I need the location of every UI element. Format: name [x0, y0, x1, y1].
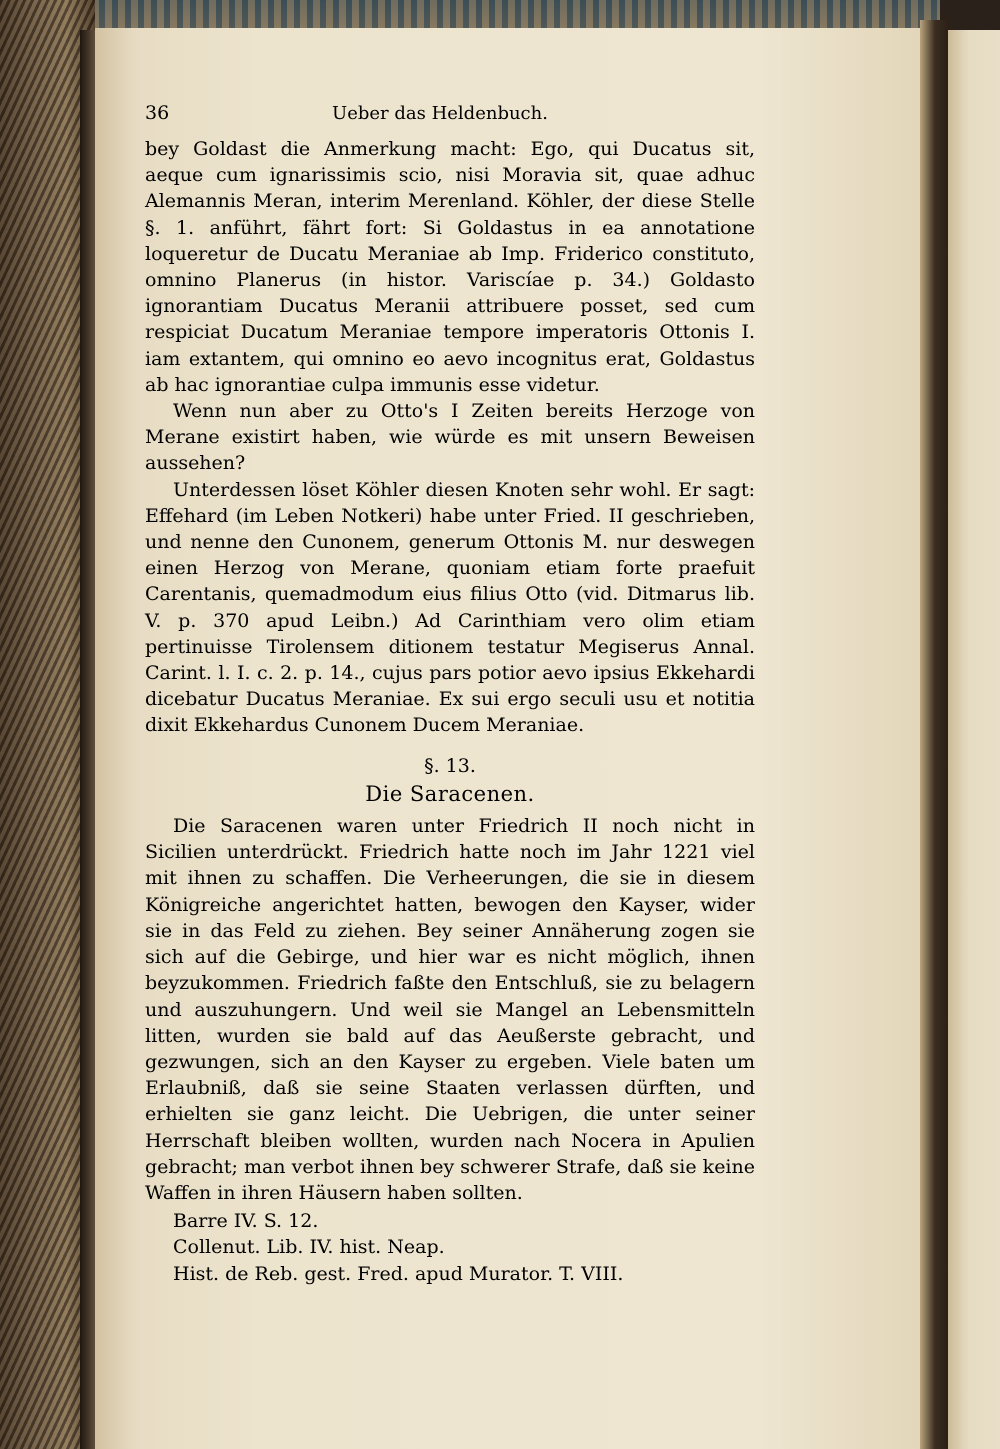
section-number: §. 13. — [424, 754, 476, 777]
page-header — [145, 100, 755, 130]
paragraph-saracens: Die Saracenen waren unter Friedrich II noch nicht in Sicilien unterdrückt. Friedrich hatte noch im Jahr 1221 viel mit ihnen zu schaffen. Die Verheerungen, die sie in diesem Königreiche angerichtet hatten, bewogen den Kayser, wider sie in das Feld zu ziehen. Bey seiner Annäherung zogen sie sich auf die Gebirge, und hier war es nicht möglich, ihnen beyzukommen. Friedrich faßte den Entschluß, sie zu belagern und auszuhungern. Und weil sie Mangel an Lebensmitteln litten, wurden sie bald auf das Aeußerste gebracht, und gezwungen, sich an den Kayser zu ergeben. Viele baten um Erlaubniß, daß sie seine Staaten verlassen dürften, und erhielten sie ganz leicht. Die Uebrigen, die unter seiner Herrschaft bleiben wollten, wurden nach Nocera in Apulien gebracht; man verbot ihnen bey schwerer Strafe, daß sie keine Waffen in ihren Häusern haben sollten. — [145, 815, 755, 1204]
paragraph-otto-question: Wenn nun aber zu Otto's I Zeiten bereits Herzoge von Merane existirt haben, wie würde es mit unsern Beweisen aussehen? — [145, 400, 755, 475]
reference-item: Collenut. Lib. IV. hist. Neap. — [173, 1236, 445, 1259]
reference-item: Barre IV. S. 12. — [173, 1210, 319, 1233]
reference-item: Hist. de Reb. gest. Fred. apud Murator. T. VIII. — [173, 1262, 624, 1285]
running-head: Ueber das Heldenbuch. — [332, 103, 548, 124]
reference-list — [173, 1208, 755, 1287]
section-title: Die Saracenen. — [365, 781, 535, 806]
paragraph-koehler: Unterdessen löset Köhler diesen Knoten sehr wohl. Er sagt: Effehard (im Leben Notkeri) habe unter Fried. II geschrieben, und nenne den Cunonem, generum Ottonis M. nur deswegen einen Herzog von Merane, quoniam etiam forte praefuit Carentanis, quemadmodum eius filius Otto (vid. Ditmarus lib. V. p. 370 apud Leibn.) Ad Carinthiam vero olim etiam pertinuisse Tirolensem ditionem testatur Megiserus Annal. Carint. l. I. c. 2. p. 14., cujus pars potior aevo ipsius Ekkehardi dicebatur Ducatus Meraniae. Ex sui ergo seculi usu et notitia dixit Ekkehardus Cunonem Ducem Meraniae. — [145, 478, 755, 737]
book-gutter — [920, 20, 950, 1449]
page-number: 36 — [145, 102, 170, 124]
facing-page-edge — [948, 30, 1000, 1449]
paragraph-goldast: bey Goldast die Anmerkung macht: Ego, qui Ducatus sit, aeque cum ignarissimis scio, nisi Moravia sit, quae adhuc Alemannis Meran, interim Merenland. Köhler, der diese Stelle §. 1. anführt, fährt fort: Si Goldastus in ea annotatione loqueretur de Ducatu Meraniae ab Imp. Friderico constituto, omnino Planerus (in histor. Variscíae p. 34.) Goldasto ignorantiam Ducatus Meranii attribuere posset, sed cum respiciat Ducatum Meraniae tempore imperatoris Ottonis I. iam extantem, qui omnino eo aevo incognitus erat, Goldastus ab hac ignorantiae culpa immunis esse videtur. — [145, 138, 755, 396]
page-content — [145, 100, 755, 1287]
